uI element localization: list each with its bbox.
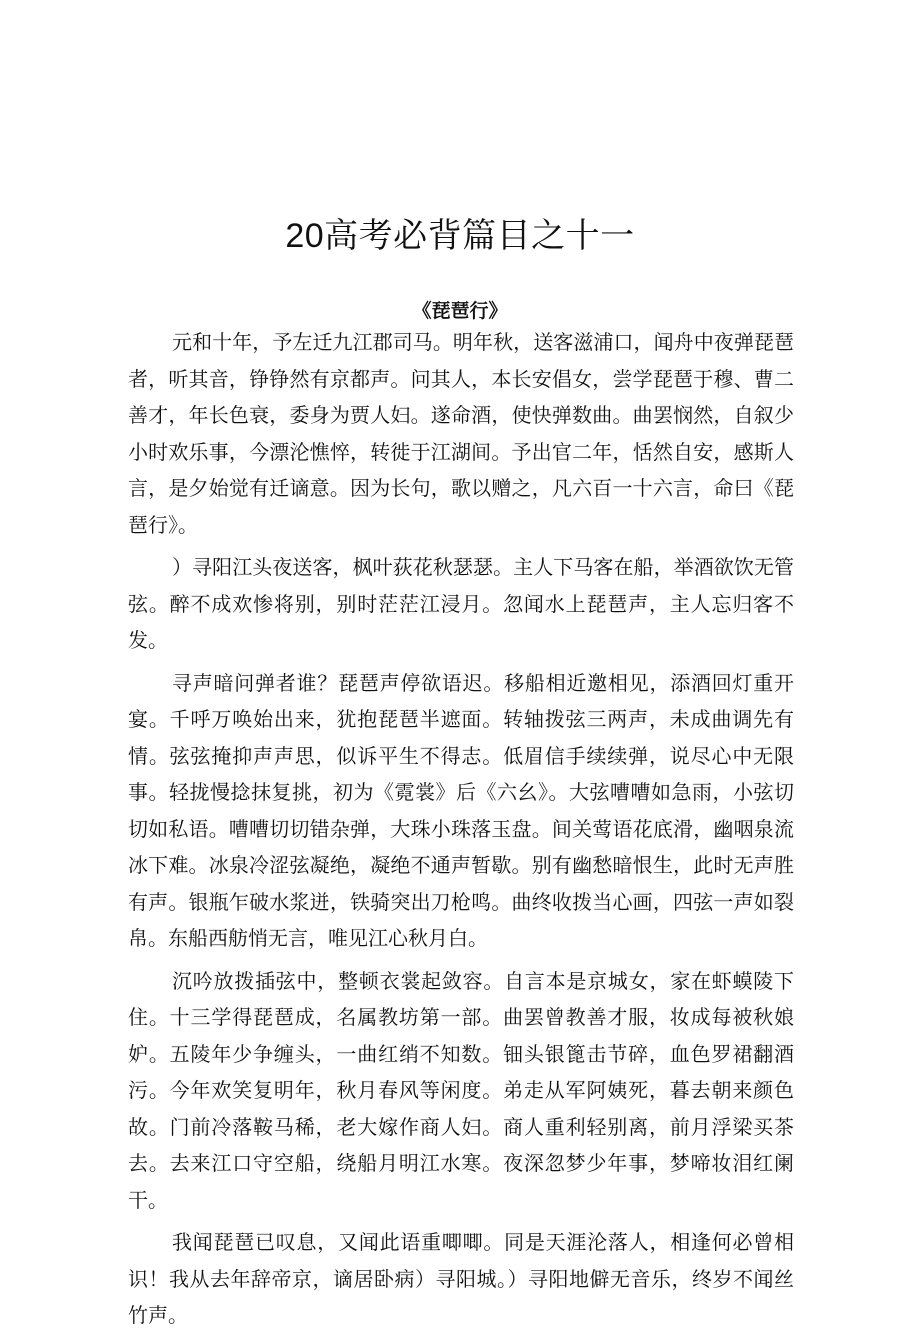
poem-paragraph-4: 我闻琵琶已叹息，又闻此语重唧唧。同是天涯沦落人，相逢何必曾相识！我从去年辞帝京，谪居卧病）寻阳城。）寻阳地僻无音乐，终岁不闻丝竹声。 — [128, 1230, 794, 1327]
poem-title: 《琵琶行》 — [412, 300, 508, 322]
preface-paragraph: 元和十年，予左迁九江郡司马。明年秋，送客滋浦口，闻舟中夜弹琵琶者，听其音，铮铮然有京都声。问其人，本长安倡女，尝学琵琶于穆、曹二善才，年长色衰，委身为贾人妇。遂命酒，使快弹数曲。曲罢悯然，自叙少小时欢乐事，今漂沦憔悴，转徙于江湖间。予出官二年，恬然自安，感斯人言，是夕始觉有迁谪意。因为长句，歌以赠之，凡六百一十六言，命曰《琵琶行》。 — [128, 330, 794, 537]
poem-paragraph-3: 沉吟放拨插弦中，整顿衣裳起敛容。自言本是京城女，家在虾蟆陵下住。十三学得琵琶成，名属教坊第一部。曲罢曾教善才服，妆成每被秋娘妒。五陵年少争缠头，一曲红绡不知数。钿头银篦击节碎，血色罗裙翻酒污。今年欢笑复明年，秋月春风等闲度。弟走从军阿姨死，暮去朝来颜色故。门前冷落鞍马稀，老大嫁作商人妇。商人重利轻别离，前月浮梁买茶去。去来江口守空船，绕船月明江水寒。夜深忽梦少年事，梦啼妆泪红阑干。 — [128, 968, 794, 1212]
poem-body — [128, 324, 794, 1340]
poem-paragraph-1: ）寻阳江头夜送客，枫叶荻花秋瑟瑟。主人下马客在船，举酒欲饮无管弦。醉不成欢惨将别，别时茫茫江浸月。忽闻水上琵琶声，主人忘归客不发。 — [128, 555, 794, 652]
poem-paragraph-2: 寻声暗问弹者谁？琵琶声停欲语迟。移船相近邀相见，添酒回灯重开宴。千呼万唤始出来，犹抱琵琶半遮面。转轴拨弦三两声，未成曲调先有情。弦弦掩抑声声思，似诉平生不得志。低眉信手续续弹，说尽心中无限事。轻拢慢捻抹复挑，初为《霓裳》后《六幺》。大弦嘈嘈如急雨，小弦切切如私语。嘈嘈切切错杂弹，大珠小珠落玉盘。间关莺语花底滑，幽咽泉流冰下难。冰泉冷涩弦凝绝，凝绝不通声暂歇。别有幽愁暗恨生，此时无声胜有声。银瓶乍破水浆迸，铁骑突出刀枪鸣。曲终收拨当心画，四弦一声如裂帛。东船西舫悄无言，唯见江心秋月白。 — [128, 670, 794, 950]
document-title: 20高考必背篇目之十一 — [285, 217, 635, 255]
